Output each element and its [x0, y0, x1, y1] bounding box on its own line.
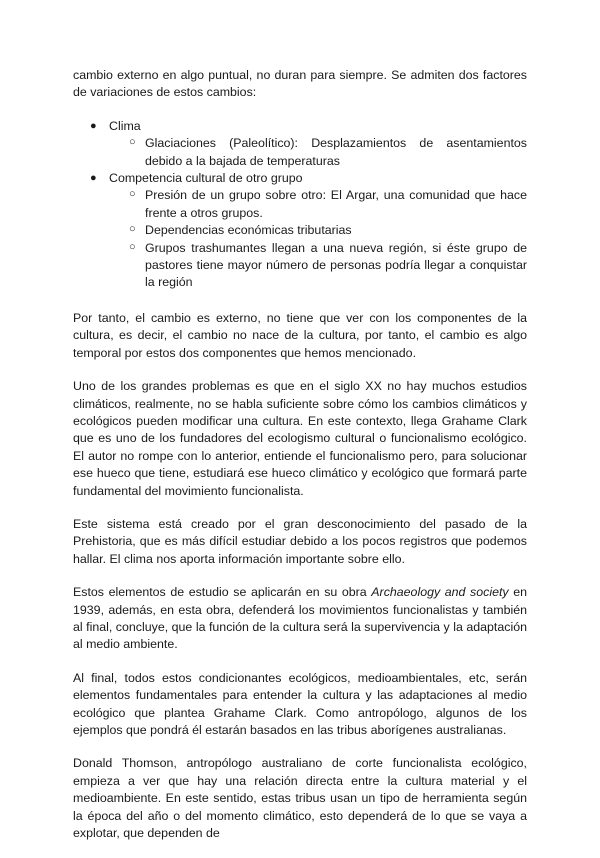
- sublist-item: [109, 240, 527, 292]
- paragraph-donald-thomson: Donald Thomson, antropólogo australiano de corte funcionalista ecológico, empieza a ver que hay una relación directa entre la cultura material y el medioambiente. En este sentido, estas tribus usan un tipo de herramienta según la época del año o del momento climático, esto dependerá de lo que se vaya a explotar, que dependen de: [73, 756, 527, 841]
- sublist-item-text: Glaciaciones (Paleolítico): Desplazamientos de asentamientos debido a la bajada de temperaturas: [145, 136, 527, 168]
- sublist-item: [109, 187, 527, 222]
- filled-bullet-icon: ●: [90, 172, 97, 185]
- paragraph-grahame-clark: Uno de los grandes problemas es que en el siglo XX no hay muchos estudios climáticos, realmente, no se habla suficiente sobre cómo los cambios climáticos y ecológicos pueden modificar una cultura. En este contexto, llega Grahame Clark que es uno de los fundadores del ecologismo cultural o funcionalismo ecológico. El autor no rompe con lo anterior, entiende el funcionalismo pero, para solucionar ese hueco que tiene, estudiará ese hueco climático y ecológico que formará parte fundamental del movimiento funcionalista.: [73, 379, 527, 498]
- sublist-item-text: Grupos trashumantes llegan a una nueva región, si éste grupo de pastores tiene mayor número de personas podría llegar a conquistar la región: [145, 240, 527, 290]
- document-page: [73, 67, 527, 858]
- sublist-item: [109, 222, 527, 239]
- filled-bullet-icon: ●: [90, 119, 97, 132]
- text-segment: Estos elementos de estudio se aplicarán en su obra: [73, 585, 372, 600]
- paragraph-prehistoria: Este sistema está creado por el gran desconocimiento del pasado de la Prehistoria, que es más difícil estudiar debido a los pocos registros que podemos hallar. El clima nos aporta información importante sobre ello.: [73, 516, 527, 566]
- sublist-item-text: Presión de un grupo sobre otro: El Argar, una comunidad que hace frente a otros grupos.: [145, 188, 527, 220]
- book-title: Archaeology and society: [371, 585, 509, 600]
- hollow-bullet-icon: ○: [129, 188, 136, 201]
- sublist-clima: [109, 135, 527, 170]
- factors-list: [73, 118, 527, 292]
- list-item-label: Clima: [109, 118, 141, 133]
- paragraph-cambio-externo: Por tanto, el cambio es externo, no tiene que ver con los componentes de la cultura, es decir, el cambio no nace de la cultura, por tanto, el cambio es algo temporal por estos dos componentes que hemos mencionado.: [73, 310, 527, 360]
- hollow-bullet-icon: ○: [129, 136, 136, 149]
- sublist-item-text: Dependencias económicas tributarias: [145, 223, 352, 238]
- sublist-competencia: [109, 187, 527, 291]
- list-item-competencia: [73, 170, 527, 292]
- sublist-item: [109, 135, 527, 170]
- hollow-bullet-icon: ○: [129, 223, 136, 236]
- list-item-clima: [73, 118, 527, 170]
- text-segment: en 1939, además, en esta obra, defenderá los movimientos funcionalistas y también al final, concluye, que la función de la cultura será la supervivencia y la adaptación al medio ambiente.: [73, 585, 527, 652]
- hollow-bullet-icon: ○: [129, 240, 136, 253]
- list-item-label: Competencia cultural de otro grupo: [109, 171, 303, 186]
- paragraph-condicionantes: Al final, todos estos condicionantes ecológicos, medioambientales, etc, serán elementos fundamentales para entender la cultura y las adaptaciones al medio ecológico que plantea Grahame Clark. Como antropólogo, algunos de los ejemplos que pondrá él estarán basados en las tribus aborígenes australianas.: [73, 670, 527, 737]
- intro-paragraph: cambio externo en algo puntual, no duran para siempre. Se admiten dos factores de variaciones de estos cambios:: [73, 68, 527, 100]
- paragraph-archaeology-and-society: [73, 584, 527, 654]
